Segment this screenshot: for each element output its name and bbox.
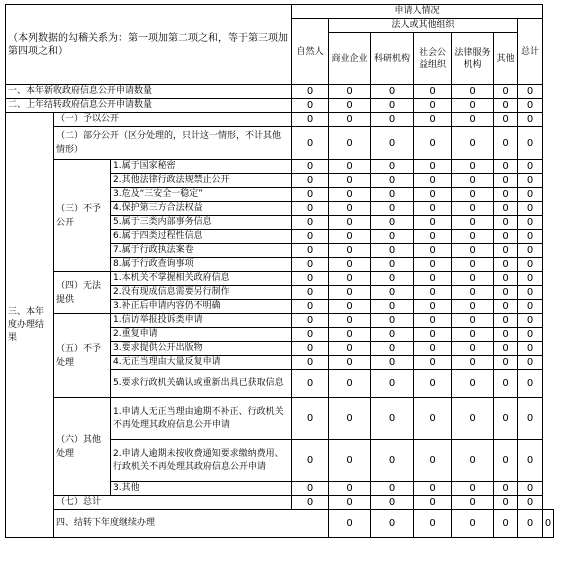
cell-value: 0: [292, 356, 329, 370]
cell-value: 0: [371, 496, 414, 510]
cell-value: 0: [414, 342, 452, 356]
cell-value: 0: [414, 160, 452, 174]
cell-value: 0: [518, 244, 543, 258]
cell-value: 0: [371, 356, 414, 370]
cell-value: 0: [518, 202, 543, 216]
cell-value: 0: [329, 440, 371, 482]
cell-value: 0: [494, 286, 518, 300]
cell-value: 0: [292, 99, 329, 113]
table-row: [6, 127, 554, 160]
cell-value: 0: [518, 482, 543, 496]
cell-value: 0: [414, 314, 452, 328]
cell-value: 0: [452, 272, 494, 286]
cell-value: 0: [518, 356, 543, 370]
cell-value: 0: [494, 127, 518, 160]
cell-value: 0: [518, 160, 543, 174]
cell-value: 0: [452, 258, 494, 272]
cell-value: 0: [494, 440, 518, 482]
cell-value: 0: [494, 272, 518, 286]
cell-value: 0: [329, 370, 371, 398]
row-label: 3.要求提供公开出版物: [111, 342, 292, 356]
cell-value: 0: [452, 174, 494, 188]
cell-value: 0: [494, 370, 518, 398]
cell-value: 0: [329, 202, 371, 216]
cell-value: 0: [329, 230, 371, 244]
cell-value: 0: [329, 342, 371, 356]
cell-value: 0: [518, 174, 543, 188]
cell-value: 0: [292, 440, 329, 482]
cell-value: 0: [414, 188, 452, 202]
header-legal-group: 法人或其他组织: [329, 19, 518, 33]
cell-value: 0: [494, 328, 518, 342]
cell-value: 0: [414, 202, 452, 216]
cell-value: 0: [494, 496, 518, 510]
row-label: （七）总计: [54, 496, 292, 510]
cell-value: 0: [414, 244, 452, 258]
cell-value: 0: [292, 258, 329, 272]
table-row: [6, 314, 554, 328]
cell-value: 0: [494, 230, 518, 244]
cell-value: 0: [292, 342, 329, 356]
cell-value: 0: [329, 258, 371, 272]
cell-value: 0: [329, 127, 371, 160]
cell-value: 0: [414, 496, 452, 510]
cell-value: 0: [371, 342, 414, 356]
cell-value: 0: [371, 314, 414, 328]
cell-value: 0: [329, 510, 371, 538]
cell-value: 0: [414, 328, 452, 342]
cell-value: 0: [292, 482, 329, 496]
group-cannot-provide: （四）无法提供: [54, 272, 111, 314]
row-label: 二、上年结转政府信息公开申请数量: [6, 99, 292, 113]
cell-value: 0: [292, 272, 329, 286]
row-label: 8.属于行政查询事项: [111, 258, 292, 272]
cell-value: 0: [452, 328, 494, 342]
cell-value: 0: [371, 160, 414, 174]
cell-value: 0: [292, 300, 329, 314]
cell-value: 0: [452, 314, 494, 328]
cell-value: 0: [329, 99, 371, 113]
cell-value: 0: [329, 216, 371, 230]
cell-value: 0: [414, 440, 452, 482]
cell-value: 0: [371, 258, 414, 272]
cell-value: 0: [329, 482, 371, 496]
cell-value: 0: [292, 174, 329, 188]
cell-value: 0: [329, 113, 371, 127]
header-research: 科研机构: [371, 33, 414, 85]
cell-value: 0: [292, 314, 329, 328]
cell-value: 0: [452, 300, 494, 314]
row-label: 4.无正当理由大量反复申请: [111, 356, 292, 370]
row-label: 5.属于三类内部事务信息: [111, 216, 292, 230]
cell-value: 0: [494, 85, 518, 99]
cell-value: 0: [371, 300, 414, 314]
cell-value: 0: [494, 244, 518, 258]
cell-value: 0: [414, 398, 452, 440]
cell-value: 0: [452, 127, 494, 160]
cell-value: 0: [329, 174, 371, 188]
row-label: 3.其他: [111, 482, 292, 496]
cell-value: 0: [494, 188, 518, 202]
cell-value: 0: [452, 202, 494, 216]
row-label: 3.危及“三安全一稳定”: [111, 188, 292, 202]
table-row: [6, 272, 554, 286]
cell-value: 0: [371, 370, 414, 398]
cell-value: 0: [452, 85, 494, 99]
cell-value: 0: [518, 216, 543, 230]
cell-value: 0: [494, 314, 518, 328]
cell-value: 0: [452, 160, 494, 174]
cell-value: 0: [518, 370, 543, 398]
cell-value: 0: [452, 244, 494, 258]
row-label: 2.没有现成信息需要另行制作: [111, 286, 292, 300]
cell-value: 0: [329, 300, 371, 314]
cell-value: 0: [494, 482, 518, 496]
cell-value: 0: [518, 286, 543, 300]
cell-value: 0: [518, 85, 543, 99]
cell-value: 0: [329, 496, 371, 510]
cell-value: 0: [518, 99, 543, 113]
cell-value: 0: [518, 314, 543, 328]
header-natural: 自然人: [292, 19, 329, 85]
cell-value: 0: [494, 356, 518, 370]
cell-value: 0: [329, 398, 371, 440]
header-legal-service: 法律服务机构: [452, 33, 494, 85]
cell-value: 0: [414, 127, 452, 160]
cell-value: 0: [452, 286, 494, 300]
table-row: [6, 398, 554, 440]
cell-value: 0: [494, 398, 518, 440]
cell-value: 0: [452, 370, 494, 398]
cell-value: 0: [292, 85, 329, 99]
cell-value: 0: [371, 244, 414, 258]
group-other-handling: （六）其他处理: [54, 398, 111, 496]
row-label: （二）部分公开（区分处理的，只计这一情形，不计其他情形）: [54, 127, 292, 160]
cell-value: 0: [452, 496, 494, 510]
cell-value: 0: [414, 370, 452, 398]
row-label: 四、结转下年度继续办理: [54, 510, 329, 538]
cell-value: 0: [494, 216, 518, 230]
cell-value: 0: [452, 99, 494, 113]
cell-value: 0: [292, 496, 329, 510]
cell-value: 0: [494, 342, 518, 356]
cell-value: 0: [292, 328, 329, 342]
cell-value: 0: [494, 160, 518, 174]
cell-value: 0: [452, 216, 494, 230]
cell-value: 0: [494, 510, 518, 538]
cell-value: 0: [452, 188, 494, 202]
cell-value: 0: [371, 482, 414, 496]
cell-value: 0: [518, 230, 543, 244]
table-row: [6, 510, 554, 538]
table-row: [6, 85, 554, 99]
cell-value: 0: [292, 370, 329, 398]
cell-value: 0: [494, 202, 518, 216]
cell-value: 0: [371, 113, 414, 127]
cell-value: 0: [329, 314, 371, 328]
cell-value: 0: [329, 286, 371, 300]
cell-value: 0: [518, 300, 543, 314]
cell-value: 0: [371, 510, 414, 538]
cell-value: 0: [414, 356, 452, 370]
cell-value: 0: [414, 272, 452, 286]
cell-value: 0: [452, 482, 494, 496]
cell-value: 0: [518, 127, 543, 160]
cell-value: 0: [494, 258, 518, 272]
cell-value: 0: [329, 85, 371, 99]
cell-value: 0: [414, 482, 452, 496]
cell-value: 0: [414, 230, 452, 244]
cell-value: 0: [371, 272, 414, 286]
cell-value: 0: [371, 398, 414, 440]
cell-value: 0: [292, 286, 329, 300]
cell-value: 0: [292, 230, 329, 244]
table-row: [6, 496, 554, 510]
cell-value: 0: [518, 328, 543, 342]
table-row: [6, 113, 554, 127]
cell-value: 0: [371, 286, 414, 300]
header-note: （本列数据的勾稽关系为：第一项加第二项之和，等于第三项加第四项之和）: [6, 5, 292, 85]
cell-value: 0: [452, 440, 494, 482]
cell-value: 0: [452, 113, 494, 127]
row-label: 4.保护第三方合法权益: [111, 202, 292, 216]
row-label: 2.其他法律行政法规禁止公开: [111, 174, 292, 188]
cell-value: 0: [452, 356, 494, 370]
cell-value: 0: [329, 356, 371, 370]
row-label: 1.申请人无正当理由逾期不补正、行政机关不再处理其政府信息公开申请: [111, 398, 292, 440]
cell-value: 0: [371, 99, 414, 113]
cell-value: 0: [371, 440, 414, 482]
cell-value: 0: [452, 230, 494, 244]
cell-value: 0: [371, 328, 414, 342]
cell-value: 0: [329, 244, 371, 258]
cell-value: 0: [292, 188, 329, 202]
table-row: [6, 160, 554, 174]
group-not-handled: （五）不予处理: [54, 314, 111, 398]
row-label: 一、本年新收政府信息公开申请数量: [6, 85, 292, 99]
cell-value: 0: [518, 398, 543, 440]
cell-value: 0: [414, 216, 452, 230]
cell-value: 0: [371, 202, 414, 216]
cell-value: 0: [414, 300, 452, 314]
row-label: 2.申请人逾期未按收费通知要求缴纳费用、行政机关不再处理其政府信息公开申请: [111, 440, 292, 482]
cell-value: 0: [518, 496, 543, 510]
cell-value: 0: [494, 99, 518, 113]
cell-value: 0: [414, 99, 452, 113]
row-label: 1.本机关不掌握相关政府信息: [111, 272, 292, 286]
cell-value: 0: [494, 174, 518, 188]
cell-value: 0: [518, 113, 543, 127]
cell-value: 0: [414, 258, 452, 272]
cell-value: 0: [371, 188, 414, 202]
cell-value: 0: [371, 174, 414, 188]
cell-value: 0: [543, 510, 554, 538]
row-label: 7.属于行政执法案卷: [111, 244, 292, 258]
cell-value: 0: [371, 127, 414, 160]
row-label: 1.属于国家秘密: [111, 160, 292, 174]
row-label: （一）予以公开: [54, 113, 292, 127]
cell-value: 0: [329, 272, 371, 286]
cell-value: 0: [518, 342, 543, 356]
header-other: 其他: [494, 33, 518, 85]
group-result: 三、本年度办理结果: [6, 113, 54, 538]
row-label: 6.属于四类过程性信息: [111, 230, 292, 244]
cell-value: 0: [452, 398, 494, 440]
cell-value: 0: [292, 113, 329, 127]
cell-value: 0: [414, 85, 452, 99]
cell-value: 0: [518, 188, 543, 202]
cell-value: 0: [494, 300, 518, 314]
cell-value: 0: [414, 174, 452, 188]
row-label: 3.补正后申请内容仍不明确: [111, 300, 292, 314]
cell-value: 0: [292, 398, 329, 440]
cell-value: 0: [371, 230, 414, 244]
header-applicant: 申请人情况: [292, 5, 543, 19]
cell-value: 0: [292, 202, 329, 216]
cell-value: 0: [292, 216, 329, 230]
row-label: 1.信访举报投诉类申请: [111, 314, 292, 328]
cell-value: 0: [518, 258, 543, 272]
cell-value: 0: [414, 113, 452, 127]
cell-value: 0: [292, 160, 329, 174]
cell-value: 0: [414, 510, 452, 538]
row-label: 5.要求行政机关确认或重新出具已获取信息: [111, 370, 292, 398]
cell-value: 0: [518, 510, 543, 538]
group-not-public: （三）不予公开: [54, 160, 111, 272]
information-disclosure-table: [5, 4, 554, 538]
cell-value: 0: [371, 216, 414, 230]
cell-value: 0: [518, 440, 543, 482]
cell-value: 0: [371, 85, 414, 99]
cell-value: 0: [329, 328, 371, 342]
cell-value: 0: [518, 272, 543, 286]
cell-value: 0: [414, 286, 452, 300]
cell-value: 0: [452, 510, 494, 538]
cell-value: 0: [292, 244, 329, 258]
row-label: 2.重复申请: [111, 328, 292, 342]
header-total: 总计: [518, 19, 543, 85]
table-row: [6, 99, 554, 113]
cell-value: 0: [494, 113, 518, 127]
cell-value: 0: [329, 188, 371, 202]
header-commercial: 商业企业: [329, 33, 371, 85]
cell-value: 0: [329, 160, 371, 174]
cell-value: 0: [292, 127, 329, 160]
header-social: 社会公益组织: [414, 33, 452, 85]
cell-value: 0: [452, 342, 494, 356]
